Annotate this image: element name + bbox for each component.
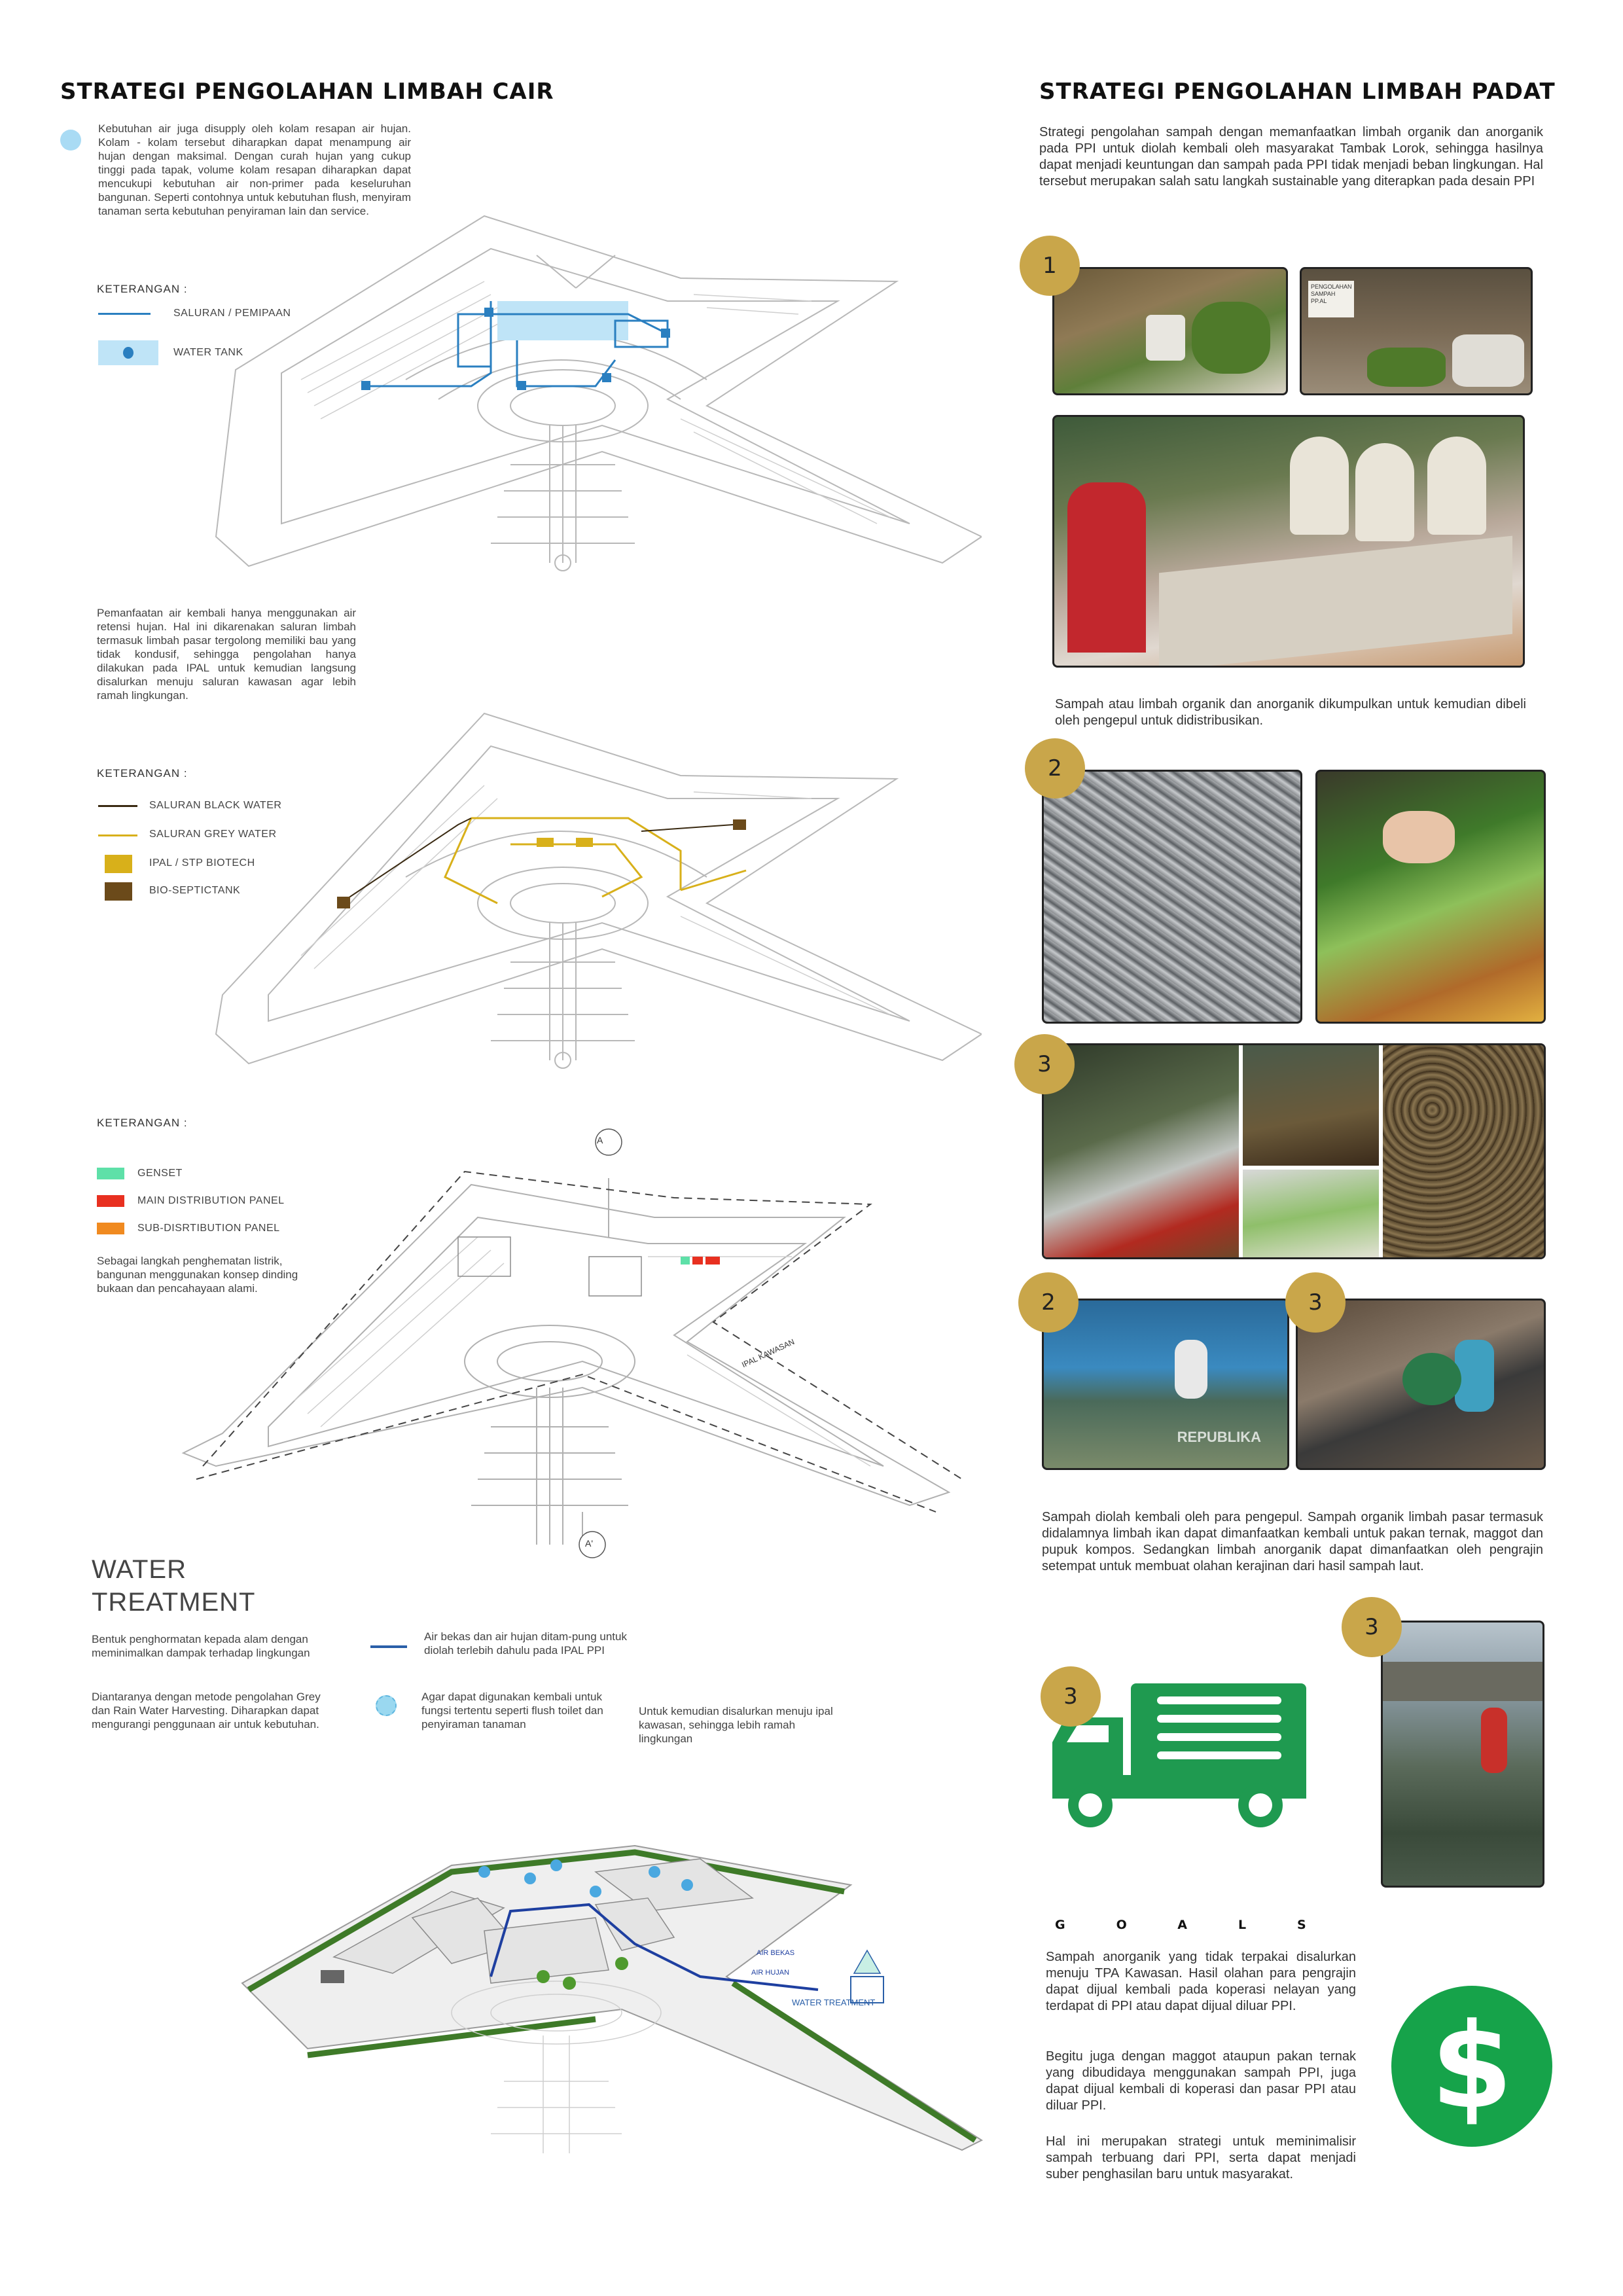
water-treatment-label: WATER TREATMENT xyxy=(792,1998,876,2007)
black-water-swatch xyxy=(98,805,137,807)
left-section-title: STRATEGI PENGOLAHAN LIMBAH CAIR xyxy=(60,79,554,105)
caption-processing: Sampah diolah kembali oleh para pengepul. Sampah organik limbah pasar termasuk didalamnya limbah ikan dapat dimanfaatkan kembali untuk pakan ternak, maggot dan pupuk kompos. Sedangkan limbah anorganik dapat dimanfaatkan oleh pengrajin setempat untuk membuat olahan kerajinan dari hasil sampah laut. xyxy=(1042,1510,1543,1573)
legend2-septic-label: BIO-SEPTICTANK xyxy=(149,885,241,896)
section-marker-a-prime: A' xyxy=(585,1538,594,1549)
water-treatment-title-1: WATER xyxy=(92,1555,187,1584)
pipe-line-swatch xyxy=(98,313,151,315)
legend1-pipe-label: SALURAN / PEMIPAAN xyxy=(173,308,291,319)
section-marker-a: A xyxy=(597,1135,603,1145)
photo-community-waste-sorting xyxy=(1052,415,1525,668)
septic-swatch xyxy=(105,882,132,901)
ipal-swatch xyxy=(105,855,132,873)
step-badge-truck: 3 xyxy=(1041,1666,1101,1727)
step-badge-3: 3 xyxy=(1014,1034,1075,1094)
goals-p3: Hal ini merupakan strategi untuk meminimalisir sampah terbuang dari PPI, serta dapat menjadi suber penghasilan baru untuk masyarakat. xyxy=(1046,2134,1356,2181)
legend3-sub-label: SUB-DISRTIBUTION PANEL xyxy=(137,1223,280,1234)
left-intro-text: Kebutuhan air juga disupply oleh kolam resapan air hujan. Kolam - kolam tersebut diharapkan dapat menampung air hujan dengan maksimal. Dengan curah hujan yang cukup tinggi pada tapak, volume kolam resapan diharapkan dapat mencukupi kebutuhan air non-primer pada keseluruhan bangunan. Seperti contohnya untuk kebutuhan flush, menyiram tanaman serta kebutuhan penyiraman lain dan service. xyxy=(98,122,411,217)
legend1-tank-label: WATER TANK xyxy=(173,347,243,358)
legend3-title: KETERANGAN : xyxy=(97,1117,188,1129)
water-treatment-p2: Diantaranya dengan metode pengolahan Grey dan Rain Water Harvesting. Diharapkan dapat mengurangi penggunaan air untuk kebutuhan. xyxy=(92,1691,321,1731)
water-tank-swatch xyxy=(98,340,158,365)
legend2-grey-label: SALURAN GREY WATER xyxy=(149,829,277,840)
site-plan-electrical xyxy=(177,1126,1014,1571)
goals-p2: Begitu juga dengan maggot ataupun pakan ternak yang dibudidaya menggunakan sampah PPI, juga dapat dijual kembali di koperasi dan pasar PPI atau diluar PPI. xyxy=(1046,2049,1356,2113)
photo-waste-collection-1 xyxy=(1052,267,1288,395)
sub-panel-swatch xyxy=(97,1223,124,1234)
goals-p1: Sampah anorganik yang tidak terpakai disalurkan menuju TPA Kawasan. Hasil olahan para pengrajin dapat dijual kembali pada koperasi nelayan yang terdapat di PPI atau dapat dijual diluar PPI. xyxy=(1046,1950,1356,2013)
photo-waste-collection-2 xyxy=(1300,267,1533,395)
pipe-line-icon xyxy=(370,1645,407,1648)
water-treatment-note2: Agar dapat digunakan kembali untuk fungsi tertentu seperti flush toilet dan penyiraman tanaman xyxy=(421,1691,603,1731)
water-treatment-p1: Bentuk penghormatan kepada alam dengan meminimalkan dampak terhadap lingkungan xyxy=(92,1633,310,1659)
air-bekas-label: AIR BEKAS xyxy=(757,1949,795,1957)
left-para2-text: Pemanfaatan air kembali hanya menggunakan air retensi hujan. Hal ini dikarenakan saluran limbah termasuk limbah pasar tergolong memiliki bau yang tidak kondusif, sehingga pengolahan hanya dilakukan pada IPAL untuk kemudian langsung disalurkan menuju saluran kawasan agar lebih ramah lingkungan. xyxy=(97,607,356,702)
recycle-drop-icon xyxy=(376,1695,397,1716)
right-section-title: STRATEGI PENGOLAHAN LIMBAH PADAT xyxy=(1039,79,1556,105)
legend2-black-label: SALURAN BLACK WATER xyxy=(149,800,282,811)
photo-fish-waste xyxy=(1042,770,1302,1024)
legend2-title: KETERANGAN : xyxy=(97,767,188,780)
water-drop-icon xyxy=(60,130,81,151)
ipal-kawasan-label: IPAL KAWASAN xyxy=(740,1336,796,1370)
legend3-genset-label: GENSET xyxy=(137,1168,183,1179)
main-panel-swatch xyxy=(97,1195,124,1207)
water-treatment-note1: Air bekas dan air hujan ditam-pung untuk diolah terlebih dahulu pada IPAL PPI xyxy=(424,1630,627,1657)
step-badge-2b: 2 xyxy=(1018,1272,1079,1333)
photo-watermark: REPUBLIKA xyxy=(1177,1429,1261,1445)
grey-water-swatch xyxy=(98,834,137,836)
water-treatment-title-2: TREATMENT xyxy=(92,1588,256,1617)
step-badge-fishfarm: 3 xyxy=(1342,1597,1402,1657)
step-badge-1: 1 xyxy=(1020,236,1080,296)
photo-fish-farm xyxy=(1381,1621,1544,1888)
legend2-ipal-label: IPAL / STP BIOTECH xyxy=(149,857,255,869)
dollar-icon: $ xyxy=(1391,1986,1552,2147)
step-badge-2: 2 xyxy=(1025,738,1085,798)
genset-swatch xyxy=(97,1168,124,1179)
photo-organic-waste xyxy=(1315,770,1546,1024)
photo-sea-waste-collection xyxy=(1042,1299,1289,1470)
water-treatment-note3: Untuk kemudian disalurkan menuju ipal kawasan, sehingga lebih ramah lingkungan xyxy=(639,1705,833,1745)
legend1-title: KETERANGAN : xyxy=(97,283,188,295)
air-hujan-label: AIR HUJAN xyxy=(751,1969,790,1977)
right-intro-text: Strategi pengolahan sampah dengan memanfaatkan limbah organik dan anorganik pada PPI untuk diolah kembali oleh masyarakat Tambak Lorok, sehingga hasilnya dapat menjadi keuntungan dan sampah pada PPI tidak menjadi beban lingkungan. Hal tersebut merupakan salah satu langkah sustainable yang diterapkan pada desain PPI xyxy=(1039,125,1543,188)
step-badge-3b: 3 xyxy=(1285,1272,1346,1333)
legend3-note: Sebagai langkah penghematan listrik, bangunan menggunakan konsep dinding bukaan dan pencahayaan alami. xyxy=(97,1255,298,1295)
photo-sign: PENGOLAHAN SAMPAH PP.AL xyxy=(1308,281,1354,317)
photo-maggot-cultivation xyxy=(1042,1043,1546,1259)
site-plan-water-supply xyxy=(209,209,982,576)
goals-title: GOALS xyxy=(1055,1918,1357,1932)
caption-collection: Sampah atau limbah organik dan anorganik dikumpulkan untuk kemudian dibeli oleh pengepul untuk didistribusikan. xyxy=(1055,697,1526,728)
water-treatment-axonometric xyxy=(229,1793,1047,2160)
legend3-main-label: MAIN DISTRIBUTION PANEL xyxy=(137,1195,285,1206)
site-plan-waste-water xyxy=(209,707,982,1073)
